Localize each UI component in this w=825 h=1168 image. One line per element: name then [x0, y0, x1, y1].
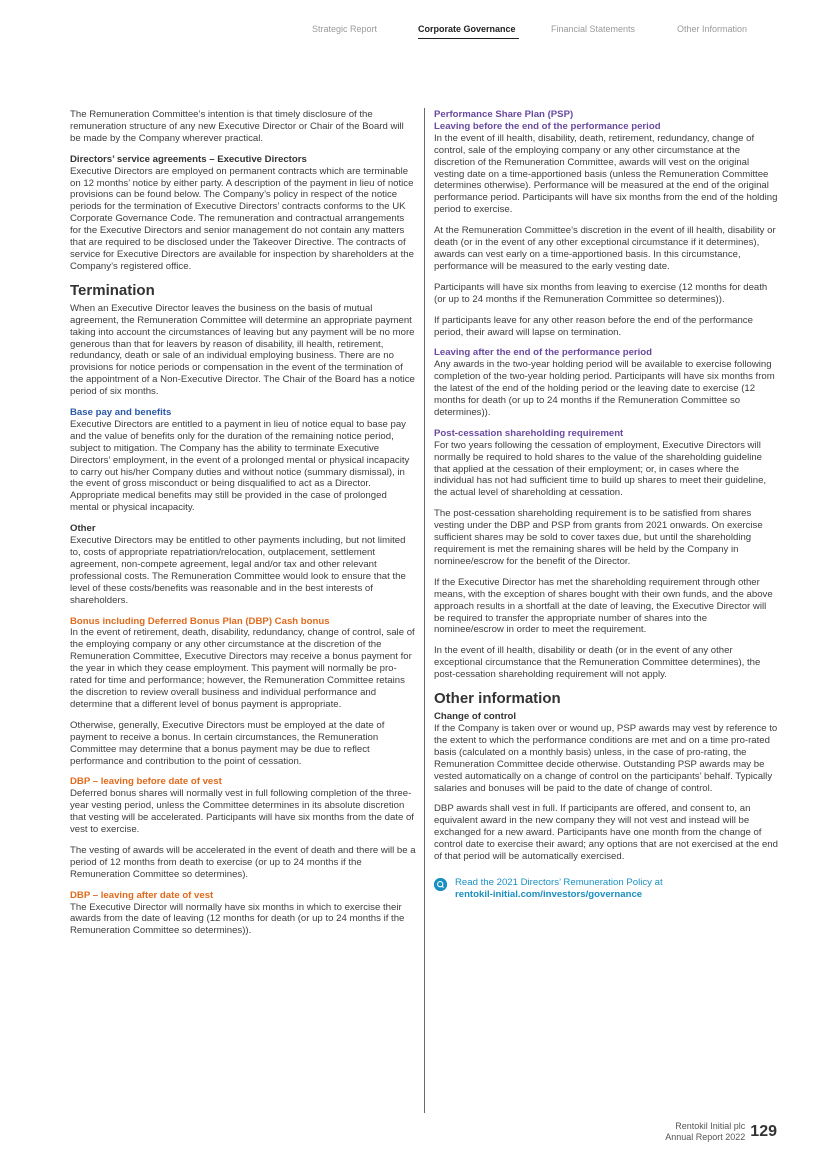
dbp-before-vest-text-1: Deferred bonus shares will normally vest in full following completion of the three-year vesting period, unless the Committee determines in its absolute discretion that vesting will be accelerated. Participants will have six months from the date of vest to exercise. — [70, 788, 414, 836]
base-pay-heading: Base pay and benefits — [70, 407, 172, 419]
post-cessation-heading: Post-cessation shareholding requirement — [434, 427, 624, 439]
bonus-text-2: Otherwise, generally, Executive Directors must be employed at the date of payment to receive a bonus. In certain circumstances, the Remuneration Committee may determine that a bonus payment may be due to reflect performance and contribution to the point of cessation. — [70, 719, 385, 767]
other-text: Executive Directors may be entitled to other payments including, but not limited to, costs of appropriate repatriation/relocation, outplacement, settlement agreement, non-compete agreement, legal and/or tax and other relevant professional costs. The Remuneration Committee would look to ensure that the level of these costs/benefits was reasonable and in the best interests of shareholders. — [70, 535, 406, 606]
dbp-after-vest-text: The Executive Director will normally have six months in which to exercise their awards from the date of leaving (12 months for death (or up to 24 months if the Remuneration Committee so determines)). — [70, 901, 405, 937]
footer-report: Annual Report 2022 — [665, 1131, 746, 1142]
psp-leaving-before-text-1: In the event of ill health, disability, death, retirement, redundancy, change of control, sale of the employing company or any other circumstance at the discretion of the Remuneration Committee, awards will vest on the original vesting date on a time-apportioned basis (unless the Remuneration Committee determines otherwise). Performance will be measured at the end of the original performance period. Participants will have six months from the end of the holding period to exercise. — [434, 132, 778, 216]
psp-leaving-before-text-3: Participants will have six months from leaving to exercise (12 months for death (or up to 24 months if the Remuneration Committee so determines)). — [434, 281, 768, 305]
psp-leaving-before-heading: Leaving before the end of the performance period — [434, 120, 661, 132]
nav-financial-statements[interactable]: Financial Statements — [551, 24, 636, 34]
page-number: 129 — [750, 1122, 777, 1140]
service-agreements-heading: Directors’ service agreements – Executive Directors — [70, 153, 307, 165]
change-of-control-text-1: If the Company is taken over or wound up, PSP awards may vest by reference to the extent to which the performance conditions are met and on a time pro-rated basis (calculated on a monthly basis) unless, in the case of pro-rating, the Remuneration Committee decide otherwise. Outstanding PSP awards may be vested automatically on a change of control on the participants’ behalf. Typically salaries and bonuses will be paid to the date of change of control. — [434, 722, 778, 794]
psp-leaving-after-text: Any awards in the two-year holding period will be available to exercise following completion of the two-year holding period. Participants will have six months from the latest of the end of the holding period or the leaving date to exercise (12 months for death (or up to 24 months if the Remuneration Committee so determines)). — [434, 359, 775, 418]
termination-heading: Termination — [70, 281, 155, 299]
right-column — [434, 109, 779, 901]
dbp-before-vest-text-2: The vesting of awards will be accelerated in the event of death and there will be a period of 12 months from death to exercise (or up to 24 months if the Remuneration Committee so determines). — [70, 844, 416, 880]
page-footer — [665, 1121, 777, 1142]
change-of-control-text-2: DBP awards shall vest in full. If participants are offered, and consent to, an equivalent award in the new company they will not vest and instead will be exchanged for a new award. Participants have one month from the change of control date to exercise their award; any options that are not exercised at the end of that period will be automatically exercised. — [434, 803, 778, 863]
bonus-heading: Bonus including Deferred Bonus Plan (DBP) Cash bonus — [70, 615, 330, 627]
other-information-heading: Other information — [434, 690, 561, 708]
service-agreements-text: Executive Directors are employed on permanent contracts which are terminable on 12 months’ notice by either party. A description of the payment in lieu of notice provisions can be found below. The Company’s policy in respect of the notice periods for the termination of Executive Directors’ contracts conforms to the UK Corporate Governance Code. The remuneration and contractual arrangements for the Executive Directors and senior management do not contain any matters that are required to be disclosed under the Takeover Directive. The contracts of service for Executive Directors are available for inspection by shareholders at the Company’s registered office. — [70, 165, 414, 272]
base-pay-text: Executive Directors are entitled to a payment in lieu of notice equal to base pay and the value of benefits only for the duration of the remaining notice period, subject to mitigation. The Company has the ability to terminate Executive Directors’ employment, in the event of a prolonged mental or physical incapacity to carry out his/her Company duties and without notice (summary dismissal), in the event of gross misconduct or being disqualified to act as a Director. Appropriate medical benefits may still be provided in the case of prolonged mental or physical incapacity. — [70, 418, 410, 514]
psp-heading: Performance Share Plan (PSP) — [434, 109, 574, 120]
policy-link-callout — [434, 877, 779, 901]
change-of-control-heading: Change of control — [434, 711, 517, 723]
nav-corporate-governance[interactable]: Corporate Governance — [418, 24, 516, 34]
psp-leaving-before-text-4: If participants leave for any other reason before the end of the performance period, their award will lapse on termination. — [434, 314, 753, 338]
footer-company: Rentokil Initial plc — [675, 1121, 746, 1131]
post-cessation-text-2: The post-cessation shareholding requirement is to be satisfied from shares vesting under the DBP and PSP from grants from 2021 onwards. On exercise sufficient shares may be sold to cover taxes due, but until the shareholding requirement is met the remaining shares will be held by the Company in nominee/escrow for the benefit of the Director. — [434, 508, 763, 567]
left-column — [70, 109, 416, 946]
other-heading: Other — [70, 523, 96, 535]
governance-link[interactable]: rentokil-initial.com/investors/governance — [455, 888, 643, 900]
bonus-text-1: In the event of retirement, death, disability, redundancy, change of control, sale of the employing company or any other circumstance at the discretion of the Remuneration Committee, Executive Directors may receive a bonus payment for the year in which they cease employment. This payment will normally be pro-rated for time and performance; however, the Remuneration Committee retains the discretion to review overall business and individual performance and determine that a different level of bonus payment is appropriate. — [70, 627, 415, 710]
nav-strategic-report[interactable]: Strategic Report — [312, 24, 378, 34]
link-icon — [434, 878, 447, 891]
nav-other-information[interactable]: Other Information — [677, 24, 748, 34]
dbp-after-vest-heading: DBP – leaving after date of vest — [70, 889, 214, 901]
post-cessation-text-4: In the event of ill health, disability or death (or in the event of any other exceptional circumstance that the Remuneration Committee determines), the post-cessation shareholding requirement will not apply. — [434, 645, 761, 681]
post-cessation-text-1: For two years following the cessation of employment, Executive Directors will normally be required to hold shares to the value of the shareholding guideline that applied at the cessation of their employment; or, in cases where the individual has not had sufficient time to build up shares to meet their guideline, the actual level of shareholding at cessation. — [434, 439, 767, 499]
post-cessation-text-3: If the Executive Director has met the shareholding requirement through other means, with the exception of shares bought with their own funds, and the above approach results in a shortfall at the date of leaving, the Executive Director will be required to transfer the appropriate number of shares into the nominee/escrow in order to meet the requirement. — [434, 576, 773, 636]
intro-paragraph: The Remuneration Committee’s intention is that timely disclosure of the remuneration structure of any new Executive Director or Chair of the Board will be made by the Company wherever practical. — [70, 109, 404, 144]
policy-link-intro: Read the 2021 Directors’ Remuneration Policy at — [455, 876, 663, 888]
dbp-before-vest-heading: DBP – leaving before date of vest — [70, 776, 222, 788]
top-navigation — [0, 24, 825, 40]
psp-leaving-before-text-2: At the Remuneration Committee’s discretion in the event of ill health, disability or death (or in the event of any other exceptional circumstance if it determines), awards can vest early on a time-apportioned basis. In this circumstance, performance will be measured to the early vesting date. — [434, 225, 776, 272]
active-nav-underline — [418, 38, 519, 39]
termination-text: When an Executive Director leaves the business on the basis of mutual agreement, the Remuneration Committee will determine an appropriate payment taking into account the circumstances of leaving but any payment will be no more generous than that for leavers by reason of disability, ill health, retirement, redundancy, death or sale of an individual employing business. There are no provisions for notice periods or compensation in the event of the termination of the appointment of a Non-Executive Director. The Chair of the Board has a notice period of six months. — [70, 302, 415, 398]
column-divider — [424, 108, 425, 1113]
psp-leaving-after-heading: Leaving after the end of the performance period — [434, 347, 653, 359]
